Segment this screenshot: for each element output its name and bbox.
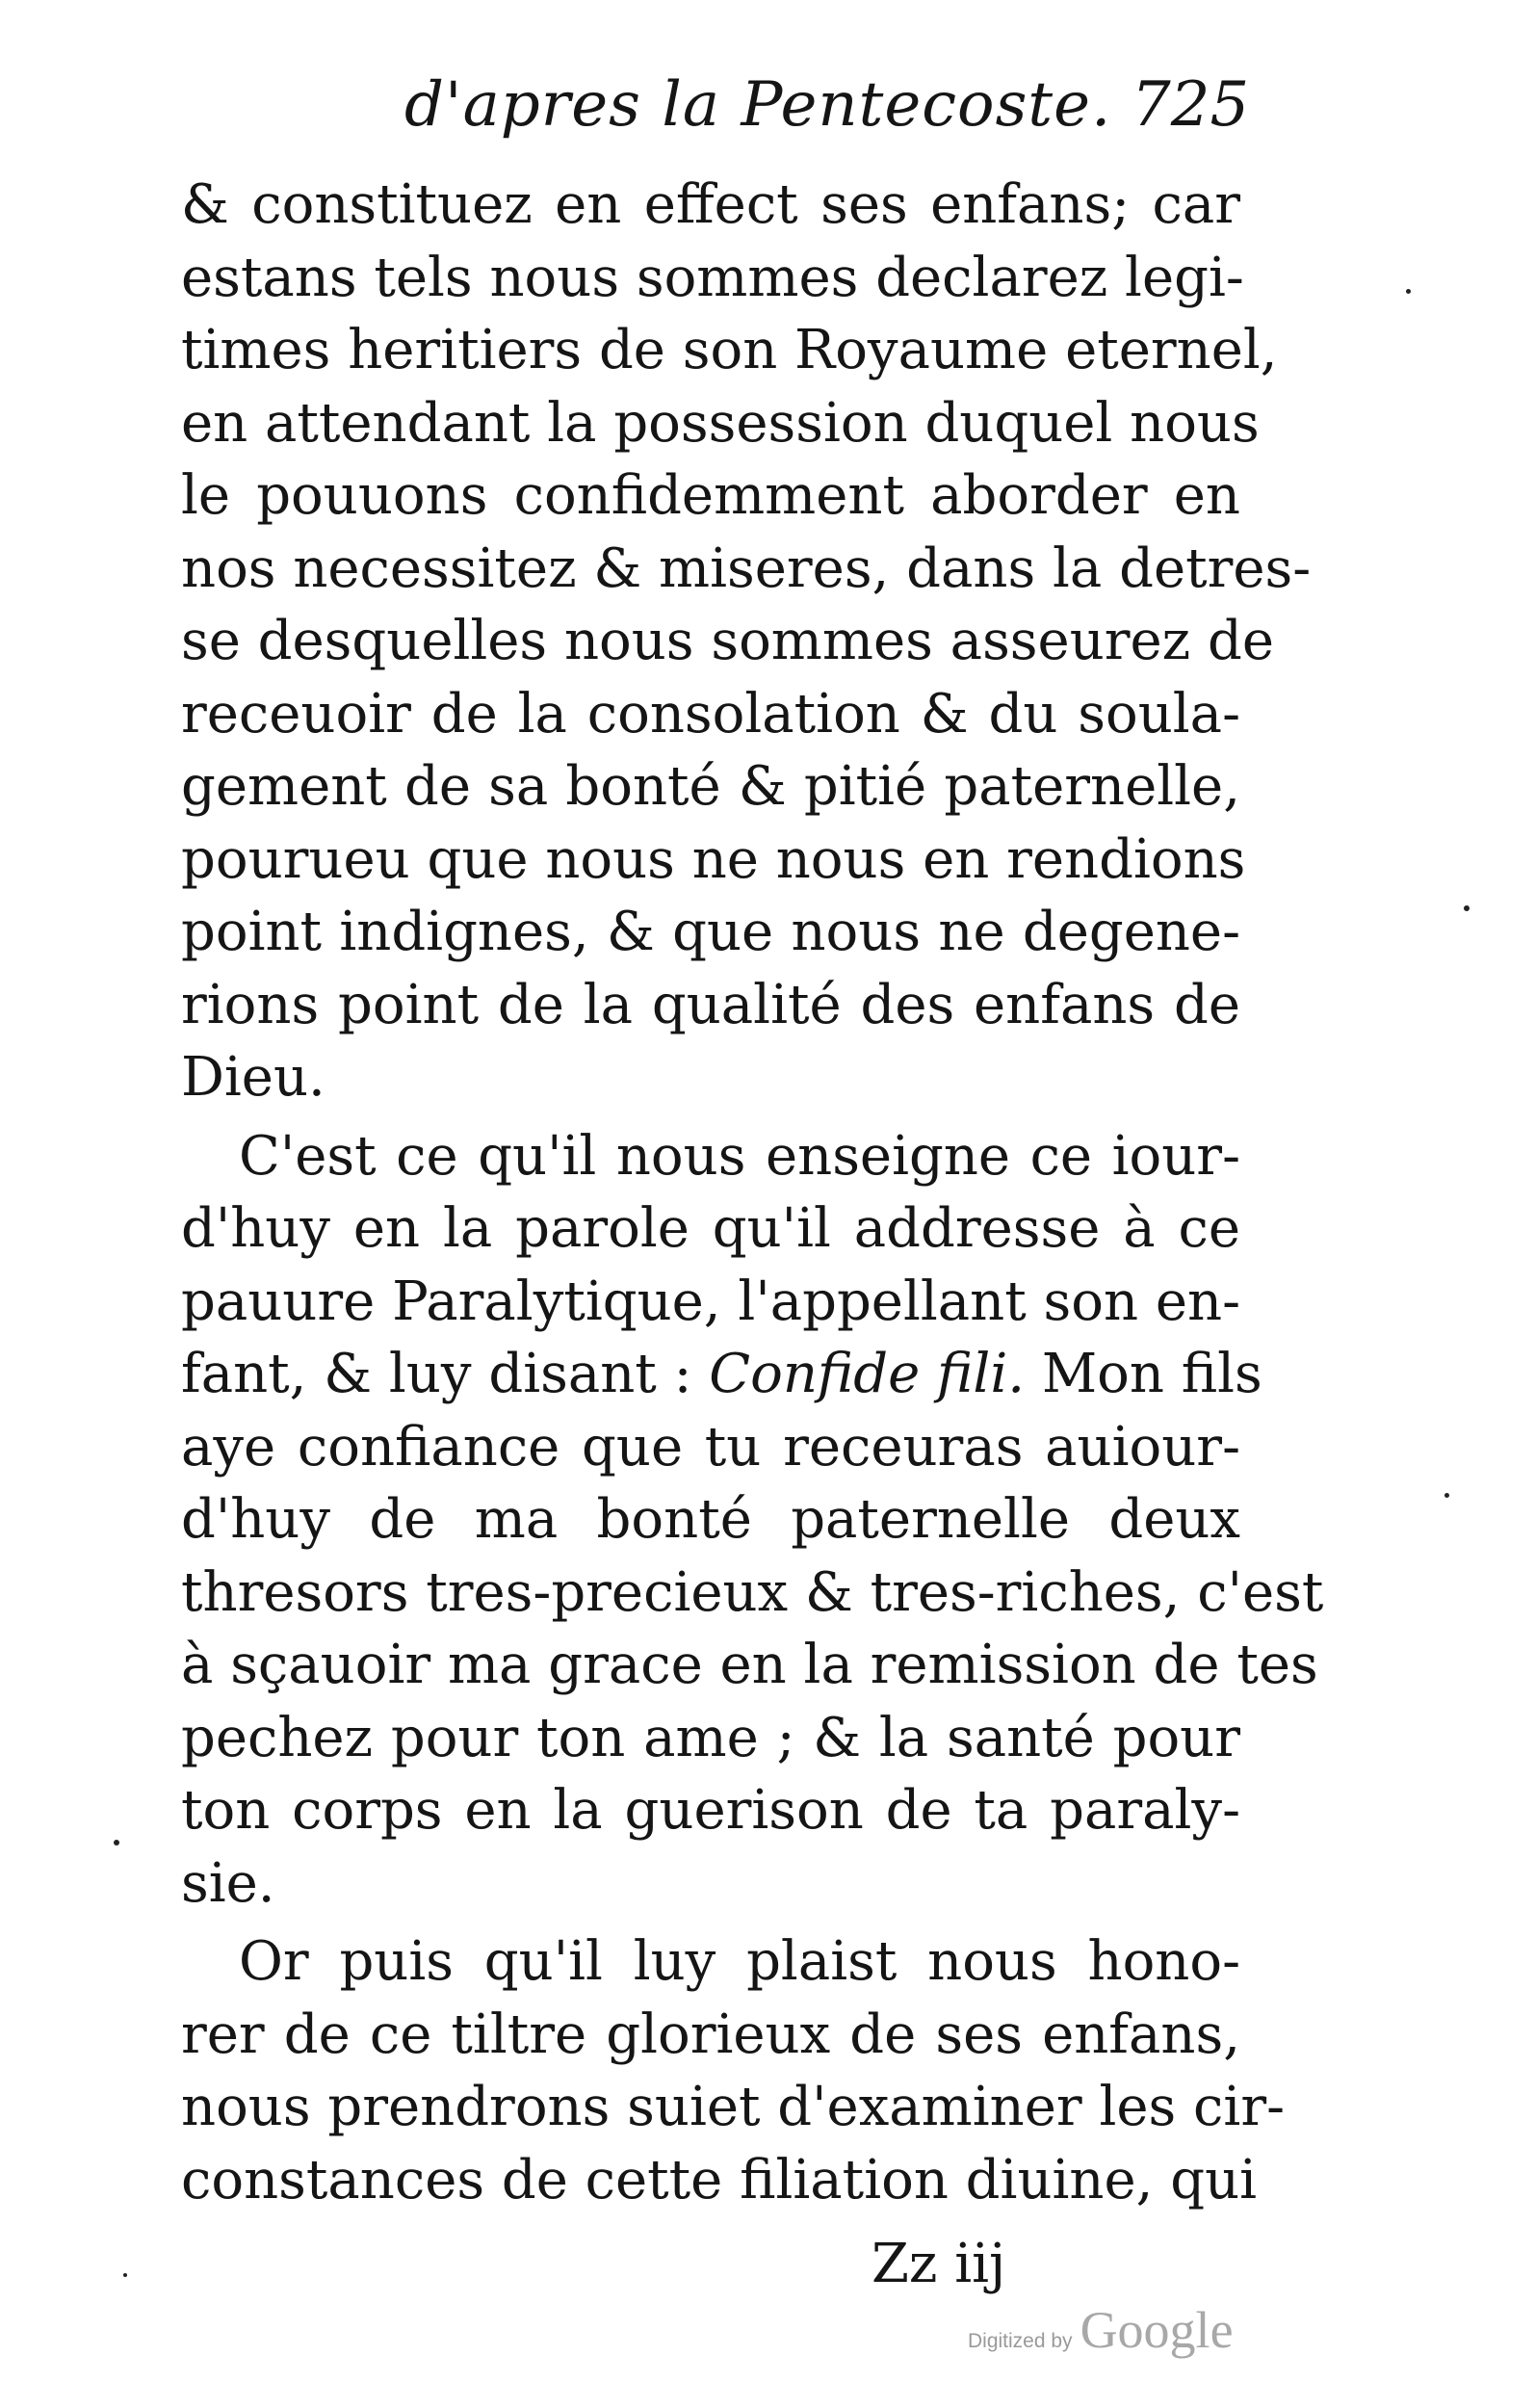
text-line: gement de sa bonté & pitié paternelle, bbox=[181, 755, 1240, 818]
scan-speck bbox=[1444, 1493, 1449, 1498]
body-text bbox=[181, 169, 1324, 2216]
text-line: pourueu que nous ne nous en rendions bbox=[181, 827, 1246, 891]
text-line: rions point de la qualité des enfans de bbox=[181, 973, 1240, 1036]
text-line: receuoir de la consolation & du soula- bbox=[181, 682, 1240, 746]
text-line: en attendant la possession duquel nous bbox=[181, 391, 1260, 455]
scan-speck bbox=[114, 1840, 119, 1845]
text-line: se desquelles nous sommes asseurez de bbox=[181, 610, 1274, 672]
text-line: point indignes, & que nous ne degene- bbox=[181, 901, 1240, 963]
text-line: nous prendrons suiet d'examiner les cir- bbox=[181, 2076, 1286, 2138]
text-line-with-quote bbox=[181, 1338, 1262, 1411]
text-line: ton corps en la guerison de ta paraly- bbox=[181, 1779, 1240, 1842]
text-line: Or puis qu'il luy plaist nous hono- bbox=[239, 1930, 1240, 1993]
text-line: & constituez en effect ses enfans; car bbox=[181, 173, 1240, 236]
watermark-prefix: Digitized by bbox=[968, 2330, 1073, 2352]
text-segment: Mon fils bbox=[1025, 1343, 1262, 1405]
text-line: constances de cette filiation diuine, qui bbox=[181, 2148, 1258, 2212]
text-line: à sçauoir ma grace en la remission de tes bbox=[181, 1634, 1318, 1696]
text-line: Dieu. bbox=[181, 1046, 325, 1109]
page-number: 725 bbox=[1132, 69, 1250, 141]
scan-speck bbox=[1406, 289, 1411, 294]
text-line: estans tels nous sommes declarez legi- bbox=[181, 246, 1244, 309]
text-line: times heritiers de son Royaume eternel, bbox=[181, 319, 1278, 381]
text-line: le pouuons confidemment aborder en bbox=[181, 464, 1240, 527]
text-line: thresors tres-precieux & tres-riches, c'est bbox=[181, 1560, 1324, 1624]
running-title: d'apres la Pentecoste. bbox=[404, 69, 1112, 141]
text-line: C'est ce qu'il nous enseigne ce iour- bbox=[239, 1124, 1240, 1188]
text-line: rer de ce tiltre glorieux de ses enfans, bbox=[181, 2002, 1240, 2066]
signature-mark: Zz iij bbox=[872, 2233, 1006, 2295]
text-line: pauure Paralytique, l'appellant son en- bbox=[181, 1269, 1240, 1333]
latin-quote: Confide fili. bbox=[709, 1343, 1026, 1405]
watermark-brand: Google bbox=[1080, 2301, 1234, 2359]
text-line: d'huy en la parole qu'il addresse à ce bbox=[181, 1197, 1240, 1260]
text-segment: fant, & luy disant : bbox=[181, 1343, 710, 1405]
text-line: nos necessitez & miseres, dans la detres- bbox=[181, 537, 1312, 600]
text-line: d'huy de ma bonté paternelle deux bbox=[181, 1488, 1240, 1551]
text-line: aye confiance que tu receuras auiour- bbox=[181, 1415, 1240, 1479]
text-line: pechez pour ton ame ; & la santé pour bbox=[181, 1706, 1240, 1769]
scan-speck bbox=[1464, 905, 1470, 911]
scan-speck bbox=[123, 2273, 127, 2277]
text-line: sie. bbox=[181, 1851, 275, 1915]
digitized-watermark bbox=[968, 2300, 1234, 2360]
